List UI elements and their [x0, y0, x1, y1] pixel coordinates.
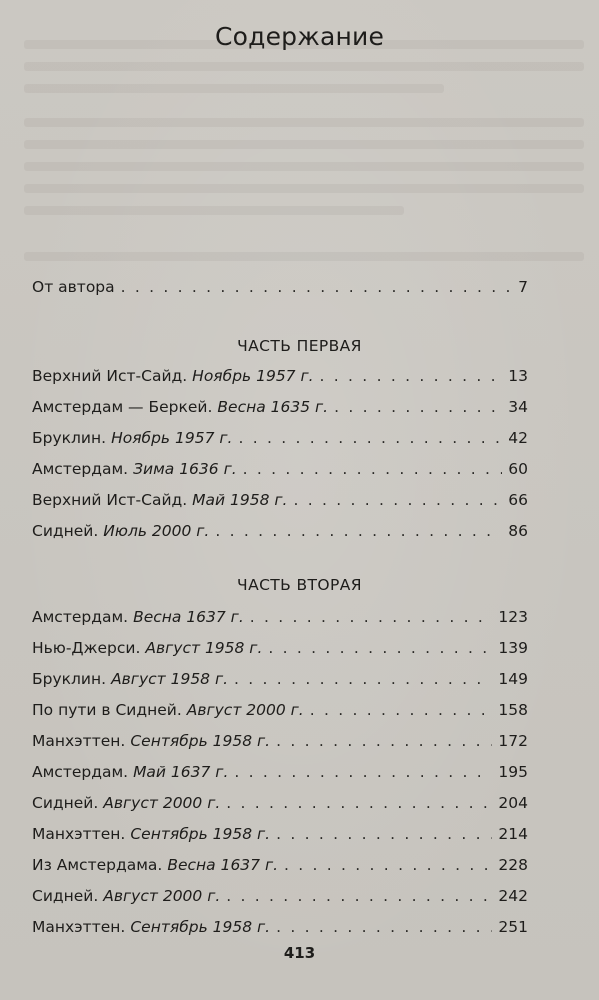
- entry-place: Верхний Ист-Сайд.: [32, 491, 188, 509]
- leader-dots: [276, 825, 492, 843]
- entry-date: Сентябрь 1958 г.: [130, 918, 271, 936]
- entry-place: По пути в Сидней.: [32, 701, 182, 719]
- toc-entry[interactable]: [32, 670, 528, 694]
- page-title: Содержание: [214, 22, 385, 51]
- toc-entry[interactable]: [32, 763, 528, 787]
- entry-place: Манхэттен.: [32, 732, 126, 750]
- entry-date: Весна 1637 г.: [167, 856, 279, 874]
- entry-page-number: 242: [498, 887, 528, 905]
- entry-page-number: 139: [498, 639, 528, 657]
- entry-date: Ноябрь 1957 г.: [111, 429, 233, 447]
- entry-date: Август 2000 г.: [103, 794, 221, 812]
- entry-page-number: 149: [498, 670, 528, 688]
- bleed-through-line: [24, 184, 584, 193]
- bleed-through-line: [24, 206, 404, 215]
- toc-entry[interactable]: [32, 522, 528, 546]
- toc-entry[interactable]: [32, 460, 528, 484]
- entry-date: Июль 2000 г.: [103, 522, 210, 540]
- toc-entry[interactable]: [32, 639, 528, 663]
- toc-entry[interactable]: [32, 608, 528, 632]
- leader-dots: [250, 608, 493, 626]
- entry-date: Весна 1637 г.: [133, 608, 244, 626]
- entry-page-number: 204: [498, 794, 528, 812]
- bleed-through-line: [24, 62, 584, 71]
- toc-entry[interactable]: [32, 918, 528, 942]
- toc-entry[interactable]: [32, 825, 528, 849]
- toc-entry[interactable]: [32, 367, 528, 391]
- part-heading-1: ЧАСТЬ ПЕРВАЯ: [237, 337, 362, 355]
- entry-page-number: 123: [498, 608, 528, 626]
- entry-date: Август 2000 г.: [186, 701, 304, 719]
- entry-page-number: 60: [508, 460, 528, 478]
- page-number: 413: [283, 944, 316, 962]
- entry-page-number: 66: [508, 491, 528, 509]
- toc-entry-intro[interactable]: [32, 278, 528, 302]
- entry-page-number: 214: [498, 825, 528, 843]
- entry-place: Сидней.: [32, 887, 99, 905]
- leader-dots: [320, 367, 503, 385]
- entry-place: Сидней.: [32, 522, 99, 540]
- toc-entry[interactable]: [32, 794, 528, 818]
- entry-date: Август 1958 г.: [145, 639, 263, 657]
- toc-entry[interactable]: [32, 856, 528, 880]
- entry-place: Верхний Ист-Сайд.: [32, 367, 188, 385]
- entry-date: Май 1637 г.: [133, 763, 229, 781]
- entry-date: Сентябрь 1958 г.: [130, 825, 271, 843]
- entry-page-number: 86: [508, 522, 528, 540]
- entry-page-number: 7: [518, 278, 528, 296]
- bleed-through-line: [24, 118, 584, 127]
- entry-date: Май 1958 г.: [192, 491, 288, 509]
- entry-page-number: 195: [498, 763, 528, 781]
- toc-entry[interactable]: [32, 732, 528, 756]
- leader-dots: [310, 701, 493, 719]
- leader-dots: [243, 460, 503, 478]
- bleed-through-line: [24, 84, 444, 93]
- bleed-through-line: [24, 252, 584, 261]
- leader-dots: [268, 639, 492, 657]
- toc-entry[interactable]: [32, 701, 528, 725]
- leader-dots: [334, 398, 502, 416]
- entry-place: Бруклин.: [32, 429, 107, 447]
- bleed-through-line: [24, 140, 584, 149]
- entry-place: Манхэттен.: [32, 918, 126, 936]
- part-heading-2: ЧАСТЬ ВТОРАЯ: [237, 576, 362, 594]
- leader-dots: [226, 887, 492, 905]
- entry-place: Сидней.: [32, 794, 99, 812]
- leader-dots: [234, 670, 492, 688]
- entry-page-number: 158: [498, 701, 528, 719]
- entry-date: Август 1958 г.: [111, 670, 229, 688]
- entry-place: Амстердам.: [32, 460, 129, 478]
- entry-date: Зима 1636 г.: [133, 460, 237, 478]
- entry-place: Нью-Джерси.: [32, 639, 141, 657]
- toc-entry[interactable]: [32, 398, 528, 422]
- leader-dots: [276, 732, 492, 750]
- entry-page-number: 228: [498, 856, 528, 874]
- leader-dots: [215, 522, 502, 540]
- entry-title: От автора: [32, 278, 115, 296]
- entry-date: Ноябрь 1957 г.: [192, 367, 314, 385]
- entry-page-number: 172: [498, 732, 528, 750]
- leader-dots: [226, 794, 492, 812]
- leader-dots: [121, 278, 512, 296]
- toc-entry[interactable]: [32, 429, 528, 453]
- entry-place: Амстердам.: [32, 608, 129, 626]
- entry-place: Из Амстердама.: [32, 856, 163, 874]
- entry-place: Манхэттен.: [32, 825, 126, 843]
- leader-dots: [276, 918, 492, 936]
- leader-dots: [234, 763, 492, 781]
- toc-entry[interactable]: [32, 887, 528, 911]
- entry-date: Август 2000 г.: [103, 887, 221, 905]
- entry-date: Сентябрь 1958 г.: [130, 732, 271, 750]
- bleed-through-line: [24, 162, 584, 171]
- entry-place: Бруклин.: [32, 670, 107, 688]
- entry-page-number: 34: [508, 398, 528, 416]
- leader-dots: [238, 429, 502, 447]
- entry-page-number: 251: [498, 918, 528, 936]
- entry-page-number: 42: [508, 429, 528, 447]
- entry-page-number: 13: [508, 367, 528, 385]
- leader-dots: [284, 856, 492, 874]
- entry-date: Весна 1635 г.: [217, 398, 329, 416]
- entry-place: Амстердам — Беркей.: [32, 398, 213, 416]
- toc-entry[interactable]: [32, 491, 528, 515]
- entry-place: Амстердам.: [32, 763, 129, 781]
- leader-dots: [294, 491, 503, 509]
